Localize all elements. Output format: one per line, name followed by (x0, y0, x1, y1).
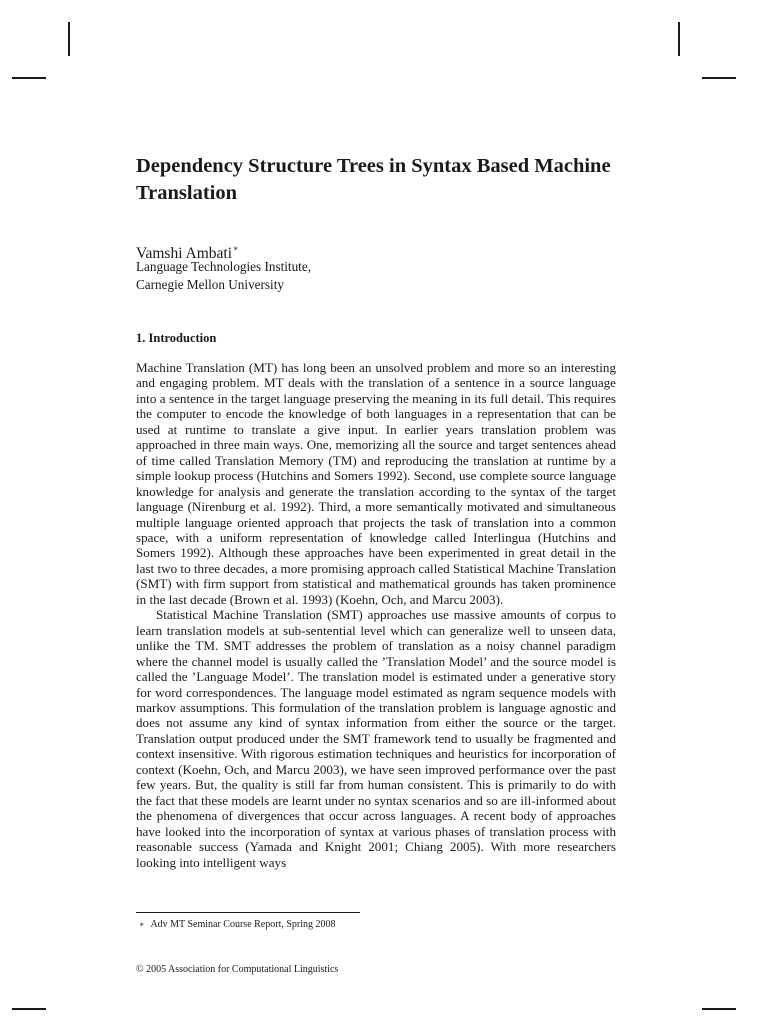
crop-mark-top-right-horizontal (702, 77, 736, 79)
section-heading: 1. Introduction (136, 331, 217, 345)
paper-title: Dependency Structure Trees in Syntax Based Machine Translation (136, 155, 611, 204)
footnote-rule (136, 912, 360, 913)
body-text (136, 360, 616, 870)
author-affiliation (136, 258, 311, 294)
paragraph-2: Statistical Machine Translation (SMT) approaches use massive amounts of corpus to learn translation models at sub-sentential level which can generalize well to unseen data, unlike the TM. SMT addresses the problem of translation as a noisy channel paradigm where the channel model is usually called the ’Translation Model’ and the source model is called the ’Language Model’. The translation model is estimated under a generative story for word correspondences. The language model estimated as ngram sequence models with markov assumptions. This formulation of the translation problem is language agnostic and does not assume any kind of syntax information from either the source or the target. Translation output produced under the SMT framework tend to usually be fragmented and context insensitive. With rigorous estimation techniques and heuristics for incorporation of context (Koehn, Och, and Marcu 2003), we have seen improved performance over the past few years. But, the quality is still far from human consistent. This is primarily to do with the fact that these models are learnt under no syntax scenarios and so are ill-informed about the phenomena of divergences that occur across languages. A recent body of approaches have looked into the incorporation of syntax at various phases of translation process with reasonable success (Yamada and Knight 2001; Chiang 2005). With more researchers looking into intelligent ways (136, 607, 616, 870)
author-footnote-mark: ∗ (233, 244, 239, 253)
footnote-mark: ∗ (139, 920, 145, 929)
author-name-text: Vamshi Ambati (136, 245, 233, 262)
affiliation-line-1: Language Technologies Institute, (136, 259, 311, 274)
crop-mark-bottom-right-horizontal (702, 1008, 736, 1010)
paragraph-1: Machine Translation (MT) has long been an unsolved problem and more so an interesting and engaging problem. MT deals with the translation of a sentence in a source language into a sentence in the target language preserving the meaning in its full detail. This requires the computer to encode the knowledge of both languages in a representation that can be used at runtime to translate a give input. In earlier years translation problem was approached in three main ways. One, memorizing all the source and target sentences ahead of time called Translation Memory (TM) and reproducing the translation at runtime by a simple lookup process (Hutchins and Somers 1992). Second, use complete source language knowledge for analysis and generate the translation according to the syntax of the target language (Nirenburg et al. 1992). Third, a more semantically motivated and simultaneous multiple language oriented approach that projects the task of translation into a common space, with a uniform representation of knowledge called Interlingua (Hutchins and Somers 1992). Although these approaches have been experimented in great detail in the last two to three decades, a more promising approach called Statistical Machine Translation (SMT) with firm support from statistical and mathematical grounds has taken prominence in the last decade (Brown et al. 1993) (Koehn, Och, and Marcu 2003). (136, 360, 616, 607)
footnote (139, 918, 336, 931)
crop-mark-bottom-left-horizontal (12, 1008, 46, 1010)
copyright-notice: © 2005 Association for Computational Linguistics (136, 964, 339, 975)
crop-mark-top-left-vertical (68, 22, 70, 56)
affiliation-line-2: Carnegie Mellon University (136, 277, 284, 292)
footnote-text: Adv MT Seminar Course Report, Spring 2008 (150, 919, 336, 930)
crop-mark-top-left-horizontal (12, 77, 46, 79)
crop-mark-top-right-vertical (678, 22, 680, 56)
